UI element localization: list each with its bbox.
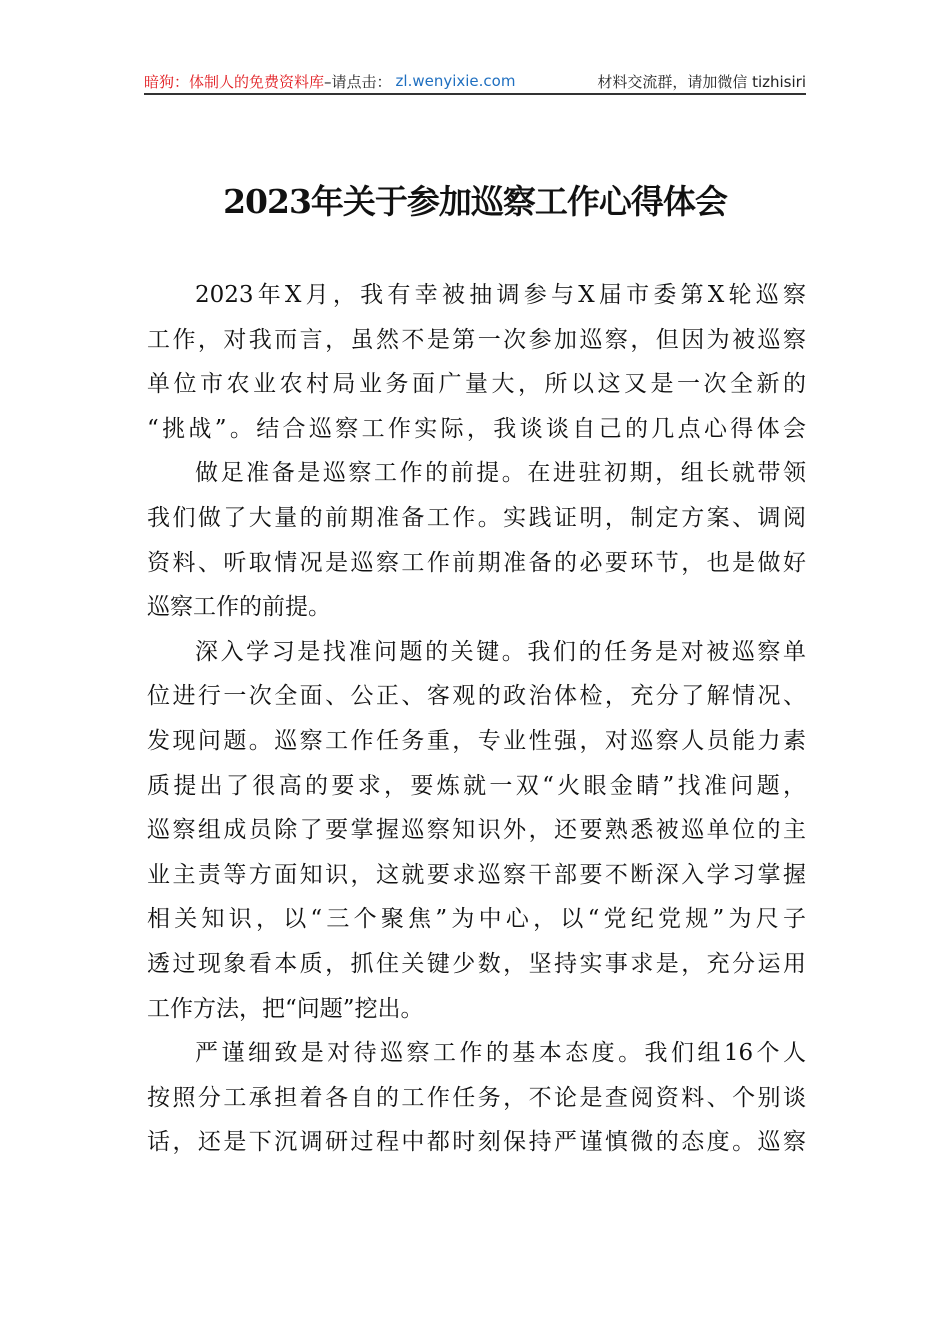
document-title: 2023年关于参加巡察工作心得体会 (223, 182, 727, 221)
paragraph-line: 深入学习是找准问题的关键。我们的任务是对被巡察单 (195, 638, 806, 665)
watermark-header (144, 70, 806, 92)
paragraph-line: 质提出了很高的要求，要炼就一双“火眼金睛”找准问题， (147, 772, 806, 799)
paragraph-line: 2023年X月，我有幸被抽调参与X届市委第X轮巡察 (195, 282, 806, 308)
paragraph-line: 发现问题。巡察工作任务重，专业性强，对巡察人员能力素 (147, 727, 806, 754)
paragraph-line: 位进行一次全面、公正、客观的政治体检，充分了解情况、 (147, 683, 806, 710)
paragraph-line: 做足准备是巡察工作的前提。在进驻初期，组长就带领 (195, 460, 806, 487)
header-prompt: –请点击： (324, 72, 392, 91)
paragraph-line: 单位市农业农村局业务面广量大，所以这又是一次全新的 (147, 371, 806, 398)
paragraph-line: 按照分工承担着各自的工作任务，不论是查阅资料、个别谈 (147, 1084, 806, 1111)
header-contact: 材料交流群，请加微信 tizhisiri (597, 72, 806, 91)
header-brand: 暗狗：体制人的免费资料库 (144, 72, 325, 91)
paragraph-line: 业主责等方面知识，这就要求巡察干部要不断深入学习掌握 (147, 861, 806, 888)
paragraph-line: 我们做了大量的前期准备工作。实践证明，制定方案、调阅 (147, 504, 806, 531)
header-divider (144, 93, 806, 95)
paragraph-line: 话，还是下沉调研过程中都时刻保持严谨慎微的态度。巡察 (147, 1129, 806, 1156)
paragraph-line: 严谨细致是对待巡察工作的基本态度。我们组16个人 (195, 1040, 806, 1067)
paragraph-line: 工作方法，把“问题”挖出。 (147, 995, 424, 1022)
paragraph-line: 透过现象看本质，抓住关键少数，坚持实事求是，充分运用 (147, 950, 806, 977)
document-body (147, 273, 806, 1165)
paragraph-line: 巡察工作的前提。 (147, 594, 331, 621)
paragraph-line: 资料、听取情况是巡察工作前期准备的必要环节，也是做好 (147, 549, 806, 576)
paragraph-line: 巡察组成员除了要掌握巡察知识外，还要熟悉被巡单位的主 (147, 817, 806, 844)
paragraph-line: 工作，对我而言，虽然不是第一次参加巡察，但因为被巡察 (147, 326, 806, 353)
paragraph-line: “挑战”。结合巡察工作实际，我谈谈自己的几点心得体会 (147, 415, 806, 442)
header-link[interactable]: zl.wenyixie.com (395, 72, 516, 90)
paragraph-line: 相关知识，以“三个聚焦”为中心，以“党纪党规”为尺子 (147, 906, 806, 933)
